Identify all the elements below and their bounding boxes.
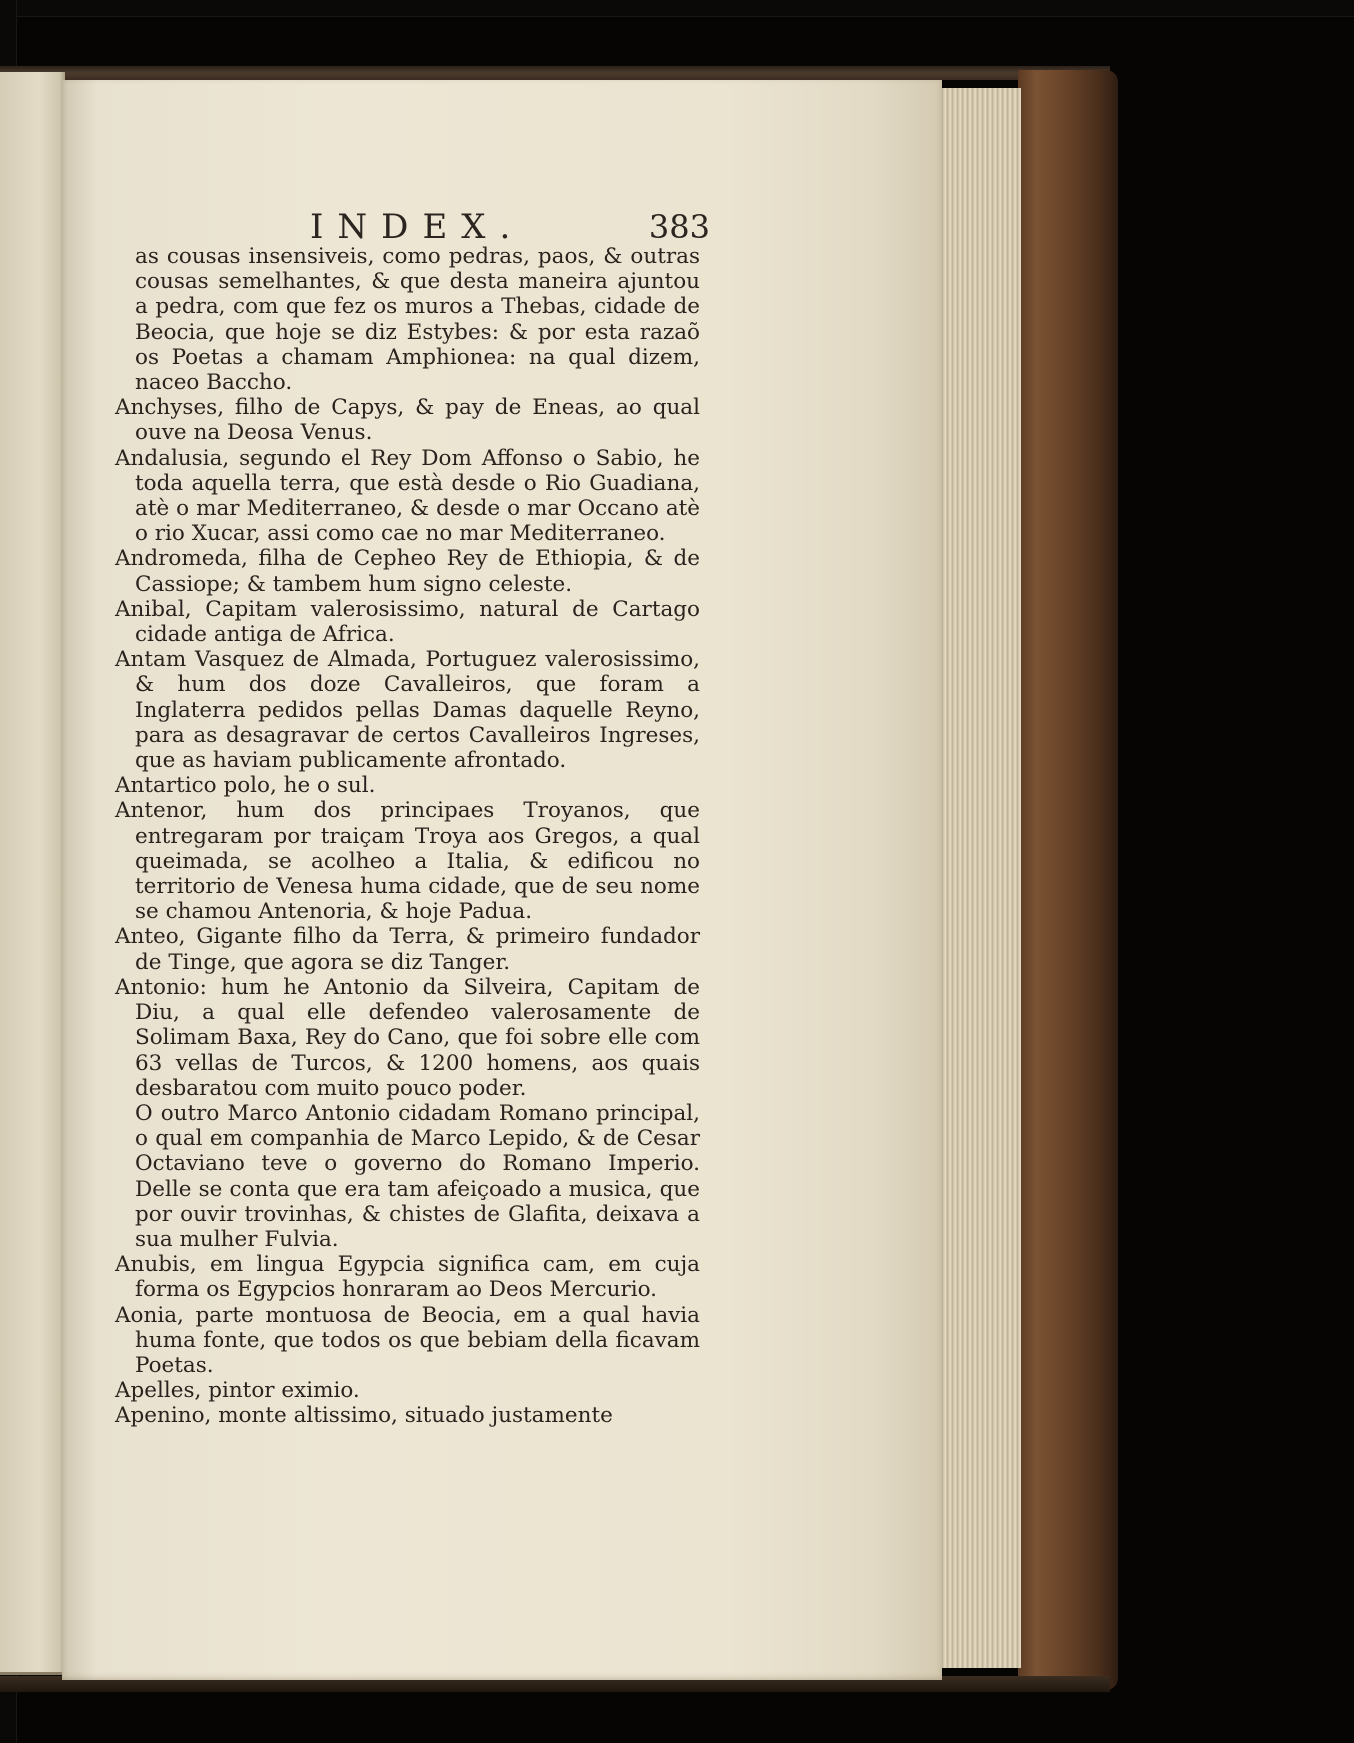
index-entry: Anubis, em lingua Egypcia significa cam, em cuja forma os Egypcios honraram ao Deos Mercurio. [115,1252,700,1303]
index-subentry: O outro Marco Antonio cidadam Romano principal, o qual em companhia de Marco Lepido, & de Cesar Octaviano teve o governo do Romano Imperio. Delle se conta que era tam afeiçoado a musica, que por ouvir trovinhas, & chistes de Glafita, deixava a sua mulher Fulvia. [135,1100,700,1252]
running-title: INDEX. [310,207,525,247]
page-number: 383 [648,208,710,246]
page-header [310,205,710,249]
index-entries [115,244,700,1429]
index-entry: Andalusia, segundo el Rey Dom Affonso o Sabio, he toda aquella terra, que està desde o Rio Guadiana, atè o mar Mediterraneo, & desde o mar Occano atè o rio Xucar, assi como cae no mar Mediterraneo. [115,445,700,547]
index-entry: Anibal, Capitam valerosissimo, natural de Cartago cidade antiga de Africa. [115,596,700,648]
index-entry: Antartico polo, he o sul. [115,773,376,799]
index-entry: Andromeda, filha de Cepheo Rey de Ethiopia, & de Cassiope; & tambem hum signo celeste. [115,546,700,597]
index-entry-continuation: as cousas insensiveis, como pedras, paos, & outras cousas semelhantes, & que desta maneira ajuntou a pedra, com que fez os muros a Thebas, cidade de Beocia, que hoje se diz Estybes: & por esta razaõ os Poetas a chamam Amphionea: na qual dizem, naceo Baccho. [135,244,700,396]
page-block-edges [938,88,1021,1668]
book-cover-spine-edge [1018,70,1118,1690]
index-entry: Antonio: hum he Antonio da Silveira, Capitam de Diu, a qual elle defendeo valerosamente de Solimam Baxa, Rey do Cano, que foi sobre elle com 63 vellas de Turcos, & 1200 homens, aos quais desbaratou com muito pouco poder. [115,974,700,1101]
scan-ruler-top [0,0,1354,17]
index-entry: Anteo, Gigante filho da Terra, & primeiro fundador de Tinge, que agora se diz Tanger. [115,924,700,975]
index-entry: Antenor, hum dos principaes Troyanos, que entregaram por traiçam Troya aos Gregos, a qual queimada, se acolheo a Italia, & edificou no territorio de Venesa huma cidade, que de seu nome se chamou Antenoria, & hoje Padua. [115,798,700,925]
index-entry: Antam Vasquez de Almada, Portuguez valerosissimo, & hum dos doze Cavalleiros, que foram a Inglaterra pedidos pellas Damas daquelle Reyno, para as desagravar de certos Cavalleiros Ingreses, que as haviam publicamente afrontado. [115,647,700,774]
index-entry: Apenino, monte altissimo, situado justamente [115,1403,613,1429]
book-cover-top [0,66,1110,80]
index-entry: Aonia, parte montuosa de Beocia, em a qual havia huma fonte, que todos os que bebiam della ficavam Poetas. [115,1302,700,1378]
index-entry: Apelles, pintor eximio. [115,1378,360,1404]
index-entry: Anchyses, filho de Capys, & pay de Eneas, ao qual ouve na Deosa Venus. [115,395,700,446]
facing-page-edge [0,72,65,1675]
